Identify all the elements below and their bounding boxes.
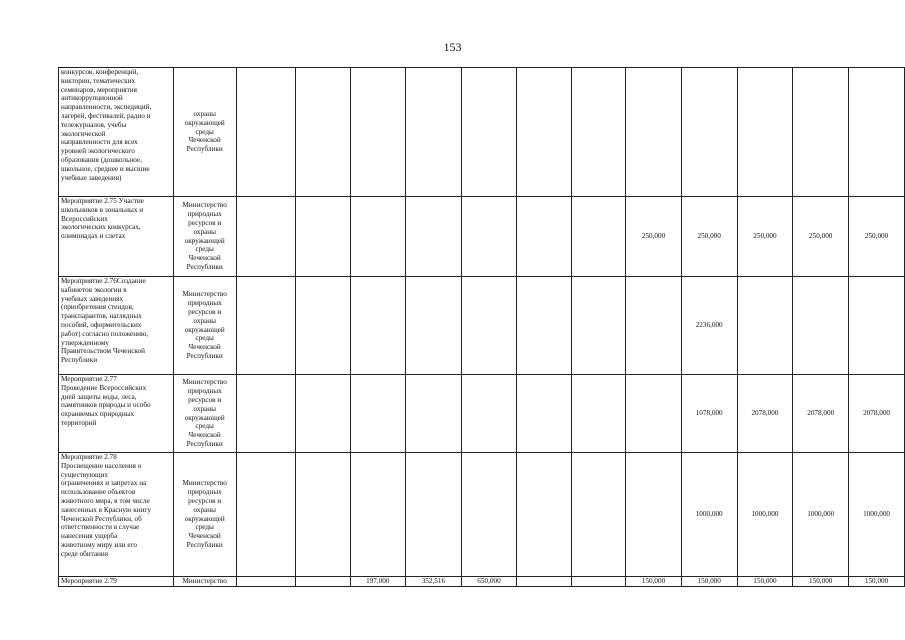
funding-value-cell — [461, 197, 517, 277]
funding-value-cell: 150,000 — [626, 577, 682, 587]
funding-value-cell — [406, 277, 462, 375]
funding-value-cell: 1000,000 — [737, 453, 793, 577]
funding-value-cell — [849, 68, 905, 197]
responsible-org-cell — [173, 197, 236, 277]
funding-value-cell — [626, 375, 682, 453]
responsible-org-cell — [173, 68, 236, 197]
funding-value-cell: 150,000 — [737, 577, 793, 587]
funding-value-cell — [350, 197, 406, 277]
funding-value-cell — [461, 277, 517, 375]
funding-value-cell: 250,000 — [681, 197, 737, 277]
funding-value-cell — [406, 197, 462, 277]
funding-value-cell: 2078,000 — [737, 375, 793, 453]
funding-value-cell: 650,000 — [461, 577, 517, 587]
funding-value-cell — [571, 197, 625, 277]
responsible-org-text: Министерство — [182, 577, 227, 585]
table-row — [59, 68, 905, 197]
responsible-org-cell — [173, 277, 236, 375]
funding-value-cell — [350, 68, 406, 197]
funding-value-cell — [461, 453, 517, 577]
activity-text: Мероприятие 2.75 Участие школьников в зональных и Всероссийских экологических конкурсах, олимпиадах и слетах — [61, 197, 144, 241]
funding-value-cell: 2236,000 — [681, 277, 737, 375]
funding-value-cell — [793, 68, 849, 197]
funding-value-cell — [626, 453, 682, 577]
funding-value-cell — [406, 453, 462, 577]
funding-value-cell: 1000,000 — [849, 453, 905, 577]
funding-value-cell: 1000,000 — [681, 453, 737, 577]
responsible-org-text: Министерство природных ресурсов и охраны окружающей среды Чеченской Республики — [182, 290, 227, 360]
funding-value-cell — [350, 375, 406, 453]
responsible-org-cell — [173, 577, 236, 587]
funding-value-cell — [517, 375, 571, 453]
funding-value-cell — [517, 68, 571, 197]
activity-text: Мероприятие 2.77 Проведение Всероссийских дней защиты воды, леса, памятников природы и особо охраняемых природных территорий — [61, 375, 151, 427]
funding-value-cell — [571, 375, 625, 453]
funding-value-cell: 150,000 — [793, 577, 849, 587]
funding-value-cell — [236, 375, 295, 453]
responsible-org-cell — [173, 375, 236, 453]
responsible-org-text: Министерство природных ресурсов и охраны окружающей среды Чеченской Республики — [182, 479, 227, 549]
table-row — [59, 453, 905, 577]
responsible-org-text: Министерство природных ресурсов и охраны окружающей среды Чеченской Республики — [182, 201, 227, 271]
funding-value-cell — [517, 577, 571, 587]
funding-value-cell — [296, 375, 350, 453]
funding-value-cell — [406, 375, 462, 453]
funding-value-cell — [296, 577, 350, 587]
funding-value-cell — [571, 68, 625, 197]
funding-value-cell: 250,000 — [793, 197, 849, 277]
funding-value-cell — [236, 277, 295, 375]
activity-text: Мероприятие 2.79 — [61, 577, 117, 585]
program-activities-table — [58, 67, 905, 587]
funding-value-cell — [793, 277, 849, 375]
funding-value-cell — [571, 577, 625, 587]
responsible-org-text: охраны окружающей среды Чеченской Республики — [184, 110, 225, 154]
funding-value-cell — [849, 277, 905, 375]
funding-value-cell — [296, 68, 350, 197]
funding-value-cell — [571, 277, 625, 375]
funding-value-cell — [350, 453, 406, 577]
funding-value-cell — [296, 277, 350, 375]
responsible-org-text: Министерство природных ресурсов и охраны окружающей среды Чеченской Республики — [182, 378, 227, 448]
funding-value-cell: 2078,000 — [793, 375, 849, 453]
funding-value-cell — [236, 577, 295, 587]
table-body — [59, 68, 905, 587]
funding-value-cell — [626, 68, 682, 197]
funding-value-cell — [236, 453, 295, 577]
activity-text: конкурсов, конференций, викторин, тематических семинаров, мероприятия антикоррупционной направленности, экспедиций, лагерей, фестивалей, радио и тележурналов, учебы экологической направленности для всех уровней экологического образования (дошкольное, школьное, среднее и высшие учебные заведения) — [61, 68, 152, 182]
funding-value-cell: 150,000 — [849, 577, 905, 587]
funding-value-cell — [296, 197, 350, 277]
funding-value-cell: 150,000 — [681, 577, 737, 587]
funding-value-cell — [236, 68, 295, 197]
responsible-org-cell — [173, 453, 236, 577]
funding-value-cell — [571, 453, 625, 577]
activity-cell — [59, 375, 174, 453]
page-number: 153 — [443, 40, 462, 54]
funding-value-cell — [406, 68, 462, 197]
activity-cell — [59, 277, 174, 375]
funding-value-cell — [737, 68, 793, 197]
activity-cell — [59, 197, 174, 277]
funding-value-cell: 250,000 — [737, 197, 793, 277]
funding-value-cell: 250,000 — [849, 197, 905, 277]
funding-value-cell — [737, 277, 793, 375]
funding-value-cell: 352,516 — [406, 577, 462, 587]
table-row — [59, 577, 905, 587]
activity-cell — [59, 68, 174, 197]
funding-value-cell — [517, 453, 571, 577]
funding-value-cell — [626, 277, 682, 375]
funding-value-cell: 2078,000 — [849, 375, 905, 453]
activity-cell — [59, 453, 174, 577]
activity-text: Мероприятие 2.78 Просвещение населения о существующих ограничениях и запретах на использование объектов животного мира, в том числе занесенных в Красную книгу Чеченской Республики, об ответственности в случае нанесения ущерба животному миру или его среде обитания — [61, 453, 151, 558]
table-row — [59, 277, 905, 375]
funding-value-cell — [461, 68, 517, 197]
funding-value-cell — [296, 453, 350, 577]
funding-value-cell — [517, 277, 571, 375]
activity-cell — [59, 577, 174, 587]
funding-value-cell: 250,000 — [626, 197, 682, 277]
funding-value-cell — [517, 197, 571, 277]
funding-value-cell: 1000,000 — [793, 453, 849, 577]
funding-value-cell — [350, 277, 406, 375]
table-row — [59, 197, 905, 277]
table-row — [59, 375, 905, 453]
funding-value-cell — [236, 197, 295, 277]
funding-value-cell — [681, 68, 737, 197]
funding-value-cell — [461, 375, 517, 453]
funding-value-cell: 197,000 — [350, 577, 406, 587]
funding-value-cell: 1078,000 — [681, 375, 737, 453]
activity-text: Мероприятие 2.76Создание кабинетов экологии в учебных заведениях (приобретения стендов, транспарантов, наглядных пособий, оформительских работ) согласно положению, утвержденному Правительством Чеченской Республики — [61, 277, 149, 365]
